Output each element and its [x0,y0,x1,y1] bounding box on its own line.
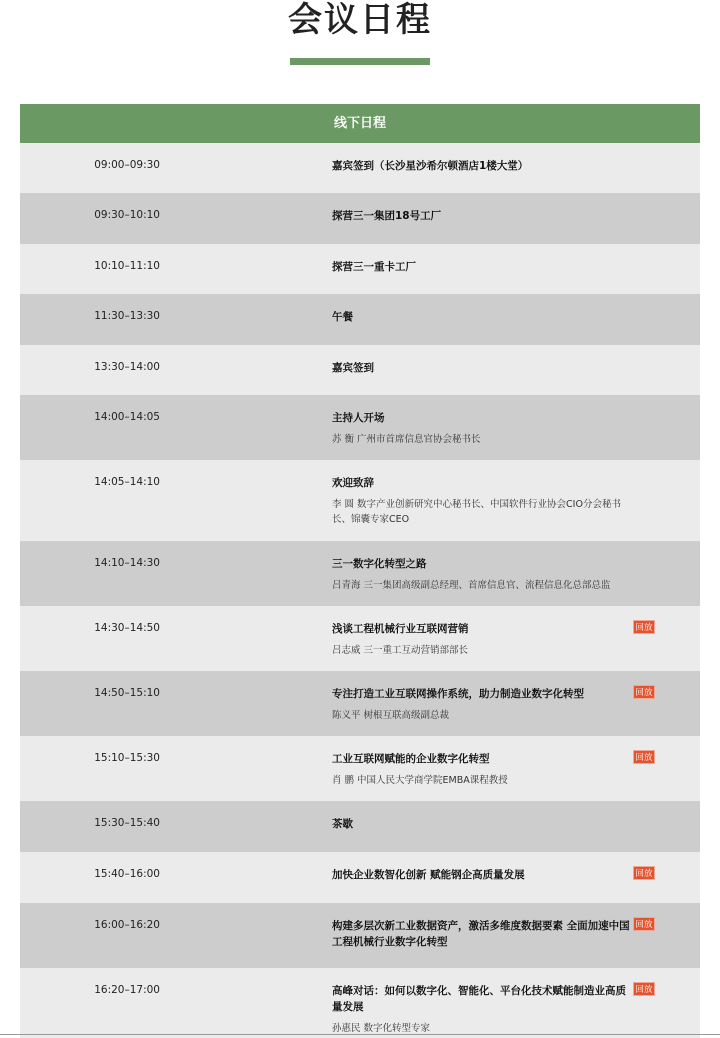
schedule-row [20,541,700,606]
schedule-row [20,143,700,193]
row-topic: 浅谈工程机械行业互联网营销 [332,623,469,635]
row-time: 13:30–14:00 [94,361,160,373]
row-content [332,801,632,852]
row-topic: 主持人开场 [332,412,385,424]
row-topic: 三一数字化转型之路 [332,558,427,570]
schedule-table [20,104,700,1038]
row-content [332,143,632,193]
schedule-row [20,606,700,671]
row-content [332,852,632,903]
row-topic: 专注打造工业互联网操作系统，助力制造业数字化转型 [332,688,584,700]
row-content [332,968,632,1038]
row-content [332,294,632,345]
replay-button[interactable]: 回放 [633,685,655,699]
row-content [332,244,632,294]
row-time: 15:10–15:30 [94,752,160,764]
row-content [332,736,632,801]
row-topic: 探营三一集团18号工厂 [332,210,442,222]
schedule-row [20,903,700,968]
replay-button[interactable]: 回放 [633,620,655,634]
page-bottom-divider [0,1034,720,1035]
row-time: 09:30–10:10 [94,209,160,221]
row-topic: 工业互联网赋能的企业数字化转型 [332,753,490,765]
replay-button[interactable]: 回放 [633,982,655,996]
row-topic: 茶歇 [332,818,353,830]
replay-button[interactable]: 回放 [633,750,655,764]
row-speaker: 陈义平 树根互联高级副总裁 [332,710,450,721]
schedule-header: 线下日程 [20,104,700,143]
row-speaker: 苏 衡 广州市首席信息官协会秘书长 [332,434,481,445]
schedule-row [20,294,700,345]
row-topic: 构建多层次新工业数据资产，激活多维度数据要素 全面加速中国工程机械行业数字化转型 [332,920,630,948]
row-topic: 嘉宾签到（长沙星沙希尔顿酒店1楼大堂） [332,160,529,172]
row-time: 15:30–15:40 [94,817,160,829]
schedule-row [20,345,700,395]
row-time: 14:30–14:50 [94,622,160,634]
schedule-row [20,801,700,852]
row-content [332,345,632,395]
row-content [332,395,632,460]
row-topic: 午餐 [332,311,353,323]
row-time: 15:40–16:00 [94,868,160,880]
row-time: 10:10–11:10 [94,260,160,272]
schedule-row [20,460,700,541]
schedule-row [20,671,700,736]
row-topic: 欢迎致辞 [332,477,374,489]
row-content [332,606,632,671]
row-content [332,671,632,736]
row-content [332,460,632,541]
row-topic: 高峰对话：如何以数字化、智能化、平台化技术赋能制造业高质量发展 [332,985,626,1013]
schedule-row [20,736,700,801]
row-topic: 加快企业数智化创新 赋能钢企高质量发展 [332,869,525,881]
title-underline [290,58,430,65]
schedule-rows [20,143,700,1038]
row-speaker: 李 圆 数字产业创新研究中心秘书长、中国软件行业协会CIO分会秘书长、锦囊专家CEO [332,499,621,525]
row-speaker: 孙惠民 数字化转型专家 [332,1023,431,1034]
row-time: 16:20–17:00 [94,984,160,996]
row-speaker: 吕青海 三一集团高级副总经理、首席信息官、流程信息化总部总监 [332,580,611,591]
schedule-row [20,968,700,1038]
row-time: 16:00–16:20 [94,919,160,931]
row-speaker: 肖 鹏 中国人民大学商学院EMBA课程教授 [332,775,508,786]
row-topic: 探营三一重卡工厂 [332,261,416,273]
row-content [332,193,632,244]
row-time: 14:50–15:10 [94,687,160,699]
row-time: 14:10–14:30 [94,557,160,569]
schedule-row [20,395,700,460]
schedule-row [20,193,700,244]
replay-button[interactable]: 回放 [633,917,655,931]
row-time: 14:05–14:10 [94,476,160,488]
row-time: 11:30–13:30 [94,310,160,322]
row-topic: 嘉宾签到 [332,362,374,374]
replay-button[interactable]: 回放 [633,866,655,880]
schedule-row [20,852,700,903]
row-content [332,541,632,606]
page-title: 会议日程 [288,0,432,40]
row-speaker: 吕志威 三一重工互动营销部部长 [332,645,469,656]
schedule-row [20,244,700,294]
row-time: 14:00–14:05 [94,411,160,423]
row-time: 09:00–09:30 [94,159,160,171]
row-content [332,903,632,968]
